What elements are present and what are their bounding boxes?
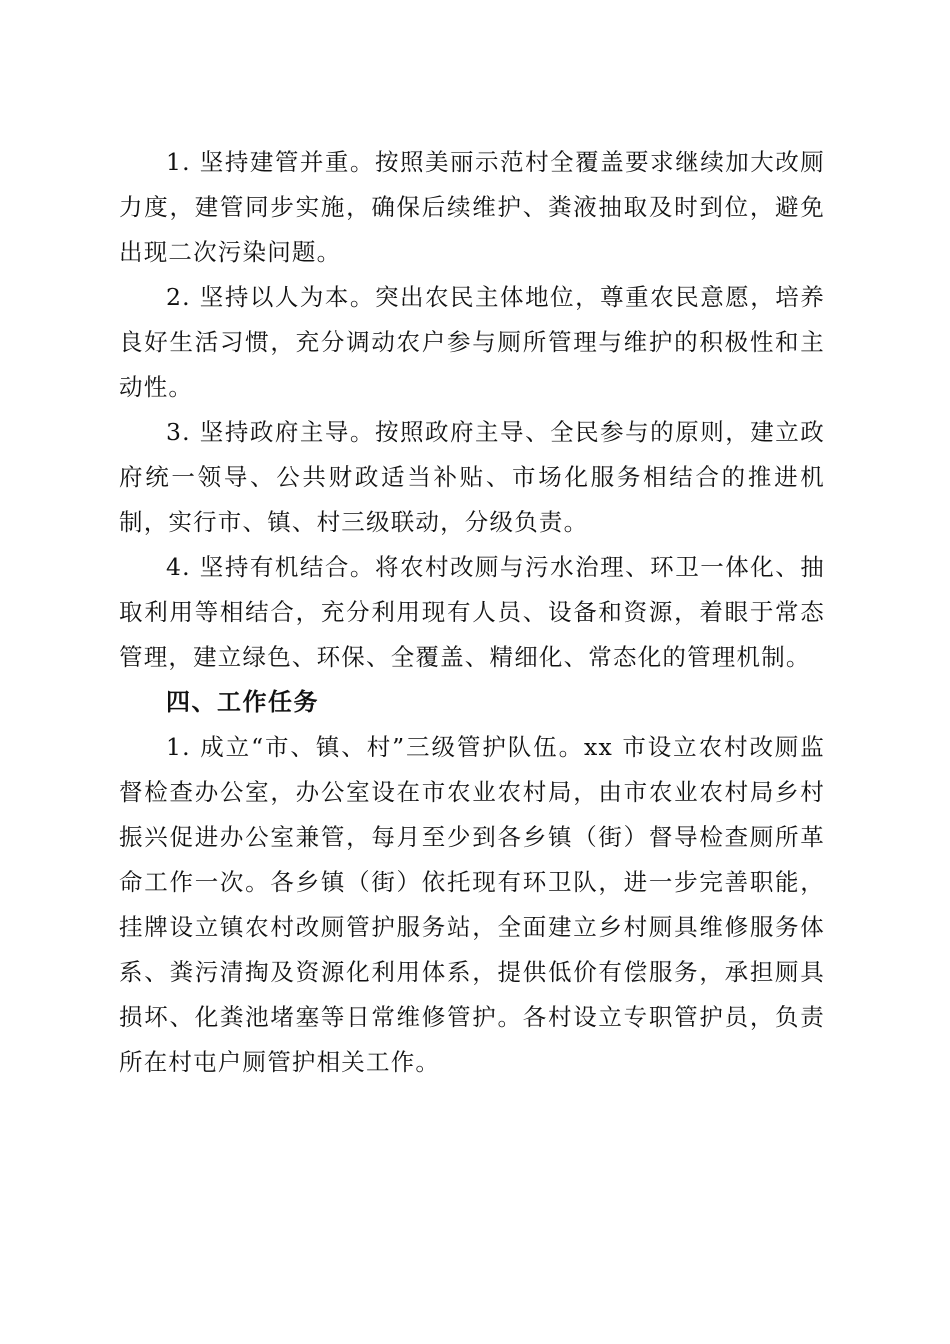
paragraph-principle-1: 1. 坚持建管并重。按照美丽示范村全覆盖要求继续加大改厕力度，建管同步实施，确保后续维护、粪液抽取及时到位，避免出现二次污染问题。 xyxy=(119,148,825,266)
document-body xyxy=(119,140,825,1085)
paragraph-task-1: 1. 成立“市、镇、村”三级管护队伍。xx 市设立农村改厕监督检查办公室，办公室设在市农业农村局，由市农业农村局乡村振兴促进办公室兼管，每月至少到各乡镇（街）督导检查厕所革命工作一次。各乡镇（街）依托现有环卫队，进一步完善职能，挂牌设立镇农村改厕管护服务站，全面建立乡村厕具维修服务体系、粪污清掏及资源化利用体系，提供低价有偿服务，承担厕具损坏、化粪池堵塞等日常维修管护。各村设立专职管护员，负责所在村屯户厕管护相关工作。 xyxy=(119,733,825,1076)
paragraph-principle-2: 2. 坚持以人为本。突出农民主体地位，尊重农民意愿，培养良好生活习惯，充分调动农户参与厕所管理与维护的积极性和主动性。 xyxy=(119,283,825,401)
paragraph-principle-4: 4. 坚持有机结合。将农村改厕与污水治理、环卫一体化、抽取利用等相结合，充分利用现有人员、设备和资源，着眼于常态管理，建立绿色、环保、全覆盖、精细化、常态化的管理机制。 xyxy=(119,553,825,671)
paragraph-principle-3: 3. 坚持政府主导。按照政府主导、全民参与的原则，建立政府统一领导、公共财政适当补贴、市场化服务相结合的推进机制，实行市、镇、村三级联动，分级负责。 xyxy=(119,418,825,536)
section-heading: 四、工作任务 xyxy=(166,688,319,716)
